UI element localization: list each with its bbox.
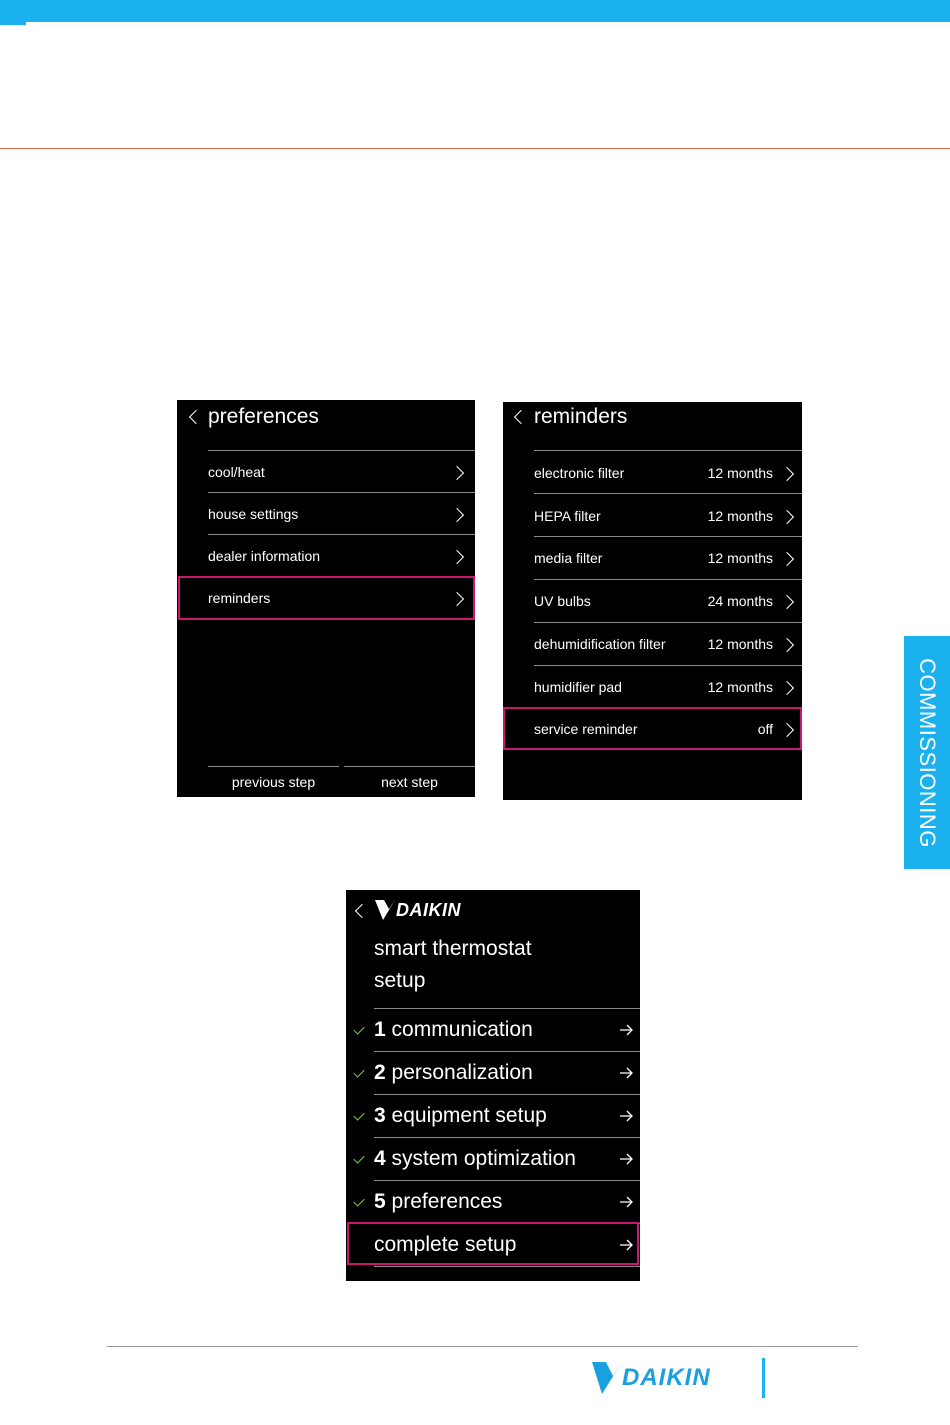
divider: [208, 534, 475, 535]
reminder-label: media filter: [534, 550, 603, 566]
daikin-logo-text: DAIKIN: [396, 900, 461, 920]
back-chevron-icon[interactable]: [355, 904, 369, 918]
step-label: 1 communication: [374, 1018, 533, 1041]
chevron-right-icon: [780, 681, 794, 695]
footer-divider: [107, 1346, 858, 1347]
chevron-right-icon: [450, 466, 464, 480]
chevron-right-icon: [780, 638, 794, 652]
screen-title: preferences: [208, 405, 319, 428]
setup-title-line2: setup: [374, 969, 426, 992]
arrow-right-icon: [619, 1066, 633, 1080]
reminder-label: humidifier pad: [534, 679, 622, 695]
chevron-right-icon: [450, 508, 464, 522]
next-step-button[interactable]: next step: [381, 774, 438, 790]
reminder-value: 24 months: [707, 593, 773, 609]
highlight-box-reminders: [178, 576, 475, 620]
menu-item-label: reminders: [208, 590, 271, 606]
top-accent-notch: [0, 22, 26, 25]
reminders-screen: [503, 402, 802, 800]
divider: [534, 665, 802, 666]
highlight-box-complete-setup: [347, 1222, 639, 1265]
reminder-label: HEPA filter: [534, 508, 601, 524]
divider: [534, 536, 802, 537]
menu-item-label: dealer information: [208, 548, 321, 564]
daikin-logo-mark-icon: [375, 900, 395, 920]
previous-step-button[interactable]: previous step: [231, 774, 316, 790]
step-label: 4 system optimization: [374, 1147, 576, 1170]
menu-item-label: cool/heat: [208, 464, 265, 480]
arrow-right-icon: [619, 1109, 633, 1123]
step-label: 3 equipment setup: [374, 1104, 547, 1127]
reminder-label: service reminder: [534, 721, 638, 737]
divider: [534, 579, 802, 580]
check-icon: [353, 1195, 364, 1206]
chevron-right-icon: [780, 595, 794, 609]
reminder-label: UV bulbs: [534, 593, 591, 609]
divider: [374, 1180, 640, 1181]
check-icon: [353, 1109, 364, 1120]
divider: [374, 1266, 640, 1267]
divider: [374, 1094, 640, 1095]
back-chevron-icon[interactable]: [514, 410, 528, 424]
footer-daikin-logo: [592, 1362, 737, 1394]
divider: [534, 622, 802, 623]
check-icon: [353, 1066, 364, 1077]
chevron-right-icon: [780, 552, 794, 566]
reminder-value: 12 months: [707, 465, 773, 481]
divider: [534, 450, 802, 451]
chevron-right-icon: [450, 550, 464, 564]
reminder-value: 12 months: [707, 508, 773, 524]
divider: [534, 493, 802, 494]
reminder-value: 12 months: [707, 550, 773, 566]
complete-setup-label: complete setup: [374, 1233, 517, 1256]
step-label: 5 preferences: [374, 1190, 503, 1213]
commissioning-side-tab: [904, 636, 950, 869]
back-chevron-icon[interactable]: [189, 410, 203, 424]
side-tab-label: COMMISSIONING: [915, 657, 940, 848]
arrow-right-icon: [619, 1152, 633, 1166]
footer-accent-bar: [762, 1358, 765, 1398]
highlight-box-service-reminder: [503, 707, 802, 750]
top-accent-bar: [0, 0, 950, 22]
divider: [344, 766, 475, 767]
header-divider: [0, 148, 950, 149]
preferences-screen: [177, 400, 475, 797]
daikin-logo-mark-icon: [592, 1362, 622, 1394]
reminder-value: 12 months: [707, 636, 773, 652]
reminder-value: off: [757, 721, 773, 737]
divider: [374, 1008, 640, 1009]
divider: [208, 450, 475, 451]
check-icon: [353, 1152, 364, 1163]
setup-screen: [346, 890, 640, 1281]
step-label: 2 personalization: [374, 1061, 533, 1084]
divider: [374, 1051, 640, 1052]
check-icon: [353, 1023, 364, 1034]
divider: [208, 766, 339, 767]
arrow-right-icon: [619, 1195, 633, 1209]
reminder-label: dehumidification filter: [534, 636, 666, 652]
reminder-value: 12 months: [707, 679, 773, 695]
chevron-right-icon: [780, 467, 794, 481]
divider: [208, 492, 475, 493]
setup-title-line1: smart thermostat: [374, 937, 532, 960]
screen-title: reminders: [534, 405, 628, 428]
menu-item-label: house settings: [208, 506, 299, 522]
reminder-label: electronic filter: [534, 465, 625, 481]
footer-logo-text: DAIKIN: [622, 1364, 711, 1391]
chevron-right-icon: [780, 510, 794, 524]
arrow-right-icon: [619, 1023, 633, 1037]
divider: [374, 1137, 640, 1138]
